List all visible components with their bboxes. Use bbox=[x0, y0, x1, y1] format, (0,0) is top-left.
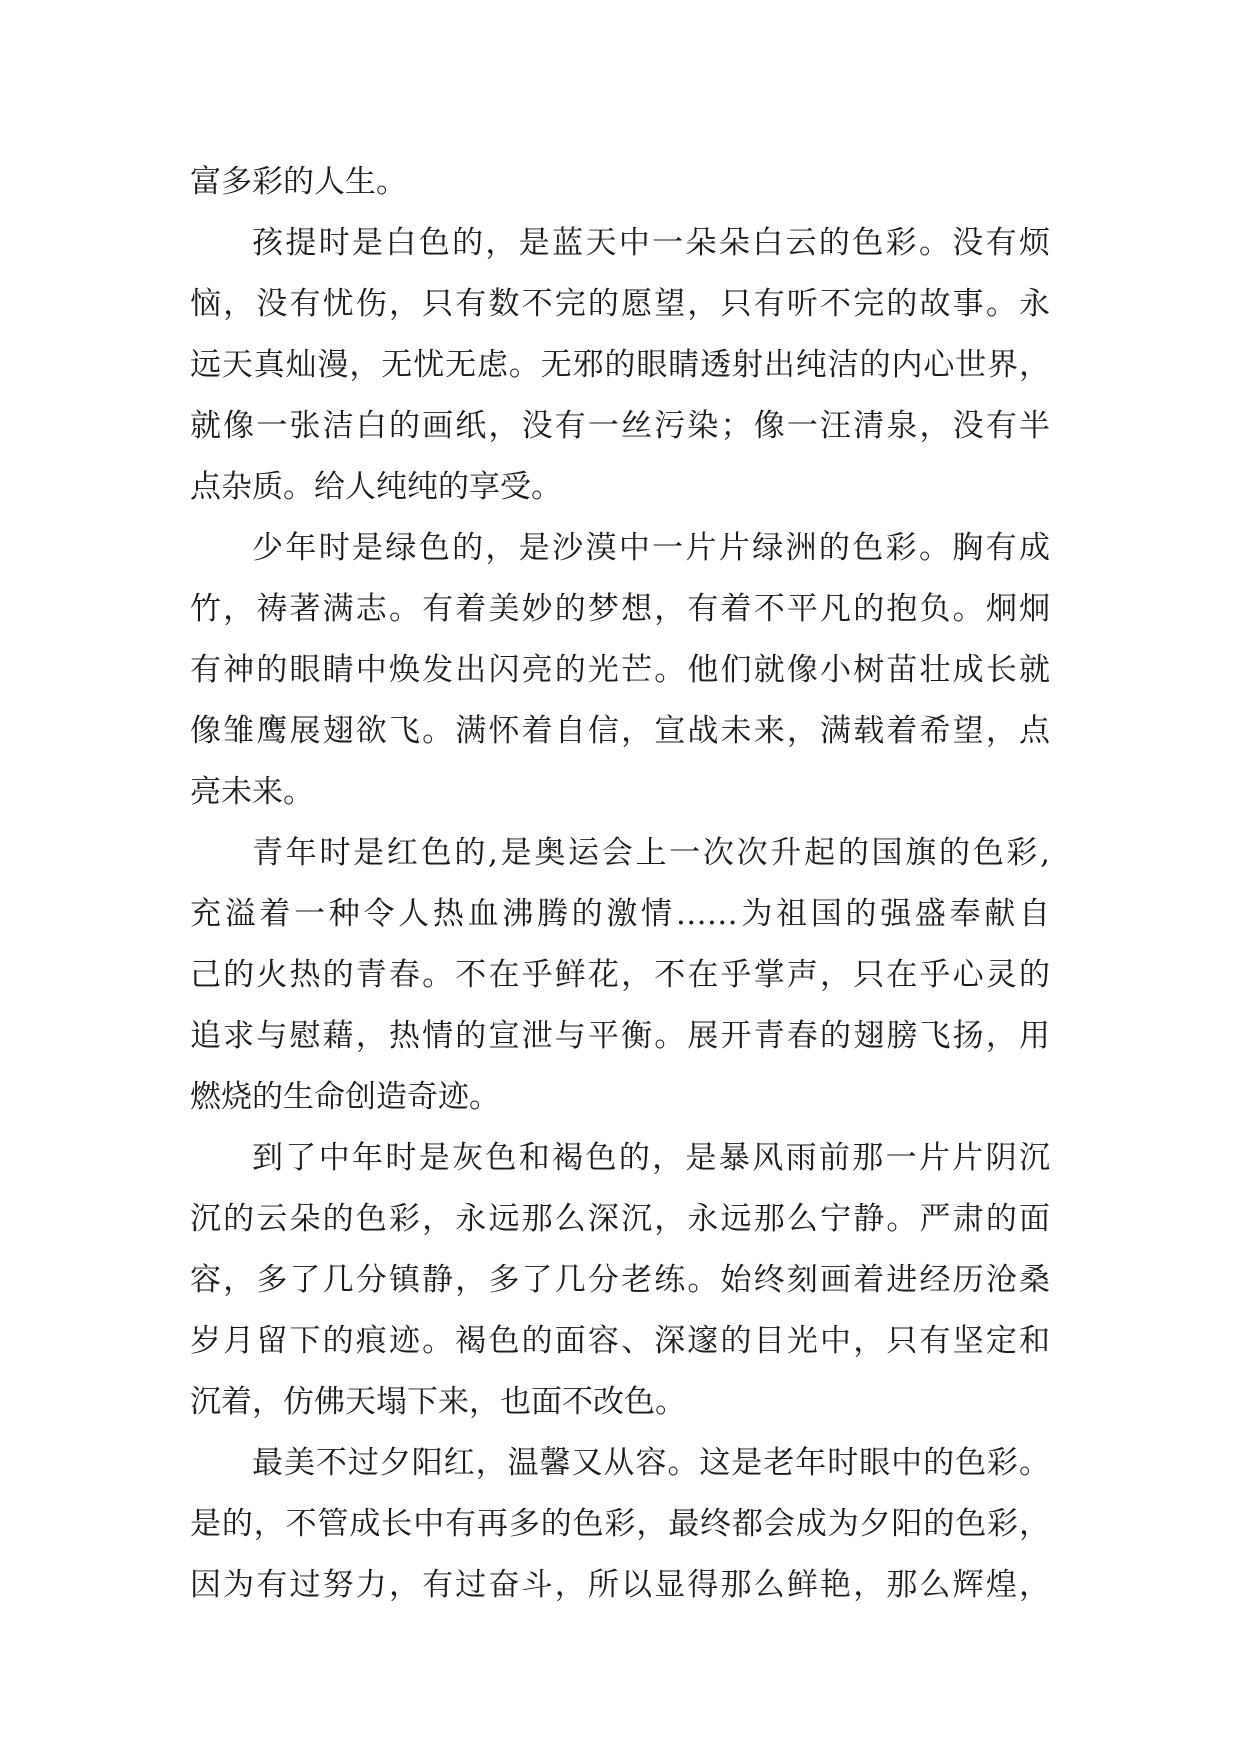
text-line: 亮未来。 bbox=[190, 774, 314, 810]
text-line: 最美不过夕阳红，温馨又从容。这是老年时眼中的色彩。 bbox=[252, 1445, 1050, 1481]
text-line: 点杂质。给人纯纯的享受。 bbox=[190, 469, 562, 505]
text-line: 岁月留下的痕迹。褐色的面容、深邃的目光中，只有坚定和 bbox=[190, 1323, 1050, 1359]
text-line: 就像一张洁白的画纸，没有一丝污染；像一汪清泉，没有半 bbox=[190, 408, 1050, 444]
text-line: 像雏鹰展翅欲飞。满怀着自信，宣战未来，满载着希望，点 bbox=[190, 713, 1050, 749]
text-line: 有神的眼睛中焕发出闪亮的光芒。他们就像小树苗壮成长就 bbox=[190, 652, 1050, 688]
text-line: 追求与慰藉，热情的宣泄与平衡。展开青春的翅膀飞扬，用 bbox=[190, 1018, 1050, 1054]
text-line: 到了中年时是灰色和褐色的，是暴风雨前那一片片阴沉 bbox=[252, 1140, 1050, 1176]
text-line: 沉着，仿佛天塌下来，也面不改色。 bbox=[190, 1384, 686, 1420]
text-line: 己的火热的青春。不在乎鲜花，不在乎掌声，只在乎心灵的 bbox=[190, 957, 1050, 993]
text-line: 孩提时是白色的，是蓝天中一朵朵白云的色彩。没有烦 bbox=[252, 225, 1050, 261]
text-line: 充溢着一种令人热血沸腾的激情……为祖国的强盛奉献自 bbox=[190, 896, 1050, 932]
text-line: 远天真灿漫，无忧无虑。无邪的眼睛透射出纯洁的内心世界， bbox=[190, 347, 1050, 383]
text-line: 沉的云朵的色彩，永远那么深沉，永远那么宁静。严肃的面 bbox=[190, 1201, 1050, 1237]
body-text bbox=[190, 152, 1050, 1616]
text-line: 容，多了几分镇静，多了几分老练。始终刻画着进经历沧桑 bbox=[190, 1262, 1050, 1298]
text-line: 少年时是绿色的，是沙漠中一片片绿洲的色彩。胸有成 bbox=[252, 530, 1050, 566]
text-line: 是的，不管成长中有再多的色彩，最终都会成为夕阳的色彩， bbox=[190, 1506, 1050, 1542]
text-line: 富多彩的人生。 bbox=[190, 164, 407, 200]
text-line: 青年时是红色的,是奥运会上一次次升起的国旗的色彩, bbox=[252, 835, 1050, 871]
text-line: 因为有过努力，有过奋斗，所以显得那么鲜艳，那么辉煌， bbox=[190, 1567, 1050, 1603]
text-line: 恼，没有忧伤，只有数不完的愿望，只有听不完的故事。永 bbox=[190, 286, 1050, 322]
text-line: 燃烧的生命创造奇迹。 bbox=[190, 1079, 500, 1115]
text-line: 竹，祷著满志。有着美妙的梦想，有着不平凡的抱负。炯炯 bbox=[190, 591, 1050, 627]
